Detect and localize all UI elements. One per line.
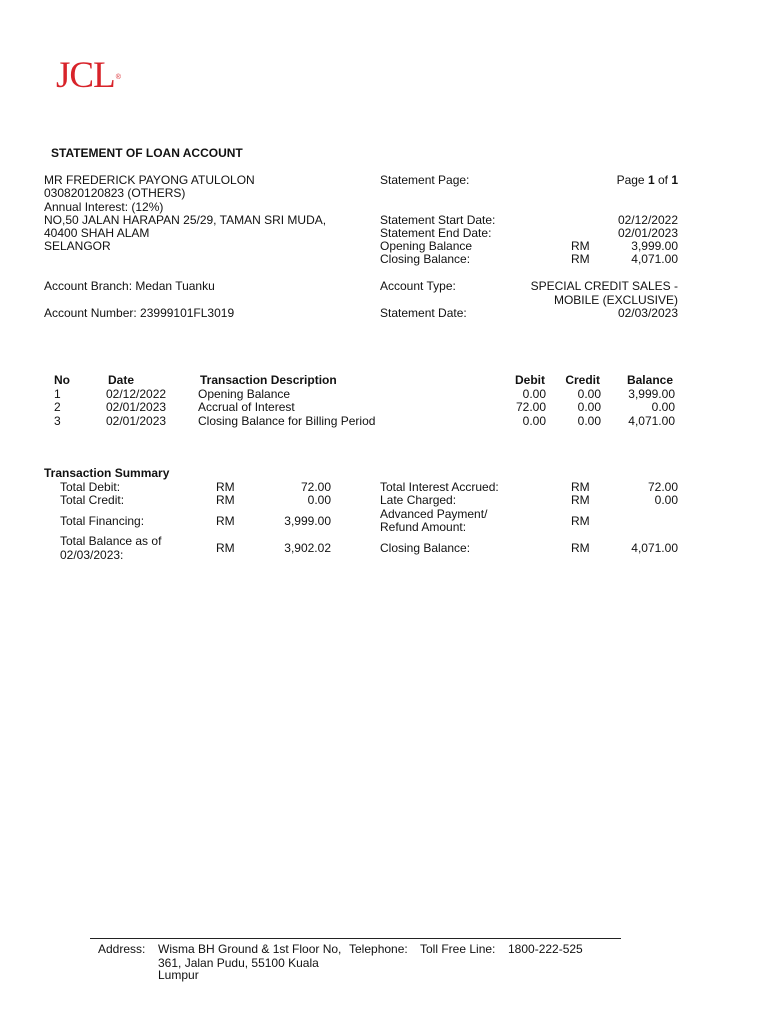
summary-closing-balance-label: Closing Balance:: [380, 541, 471, 555]
summary-closing-balance-currency: RM: [571, 541, 590, 555]
summary-closing-balance-value: 4,071.00: [631, 541, 678, 555]
interest-accrued-value: 72.00: [647, 480, 678, 494]
account-type-label: Account Type:: [380, 279, 456, 293]
advanced-payment-label-line-1: Advanced Payment/: [380, 507, 488, 521]
closing-currency: RM: [571, 252, 590, 266]
page-prefix: Page: [616, 173, 648, 187]
total-balance-label-line-2: 02/03/2023:: [60, 548, 124, 562]
row-balance: 4,071.00: [628, 414, 675, 428]
footer-telephone-label: Telephone:: [349, 942, 408, 956]
address-line-1: NO,50 JALAN HARAPAN 25/29, TAMAN SRI MUDA,: [44, 213, 327, 227]
row-balance: 3,999.00: [628, 387, 675, 401]
footer-address-line-3: Lumpur: [158, 968, 199, 982]
closing-balance: 4,071.00: [631, 252, 678, 266]
statement-page-label: Statement Page:: [380, 173, 470, 187]
footer-tollfree-label: Toll Free Line:: [420, 942, 496, 956]
page-of: of: [654, 173, 672, 187]
row-credit: 0.00: [577, 400, 601, 414]
total-balance-label-line-1: Total Balance as of: [60, 534, 162, 548]
row-balance: 0.00: [651, 400, 675, 414]
column-header-balance: Balance: [626, 373, 673, 387]
late-charged-currency: RM: [571, 493, 590, 507]
column-header-date: Date: [108, 373, 135, 387]
late-charged-value: 0.00: [654, 493, 678, 507]
total-financing-label: Total Financing:: [60, 514, 145, 528]
row-no: 3: [54, 414, 61, 428]
closing-balance-label: Closing Balance:: [380, 252, 471, 266]
end-date-label: Statement End Date:: [380, 226, 492, 240]
row-date: 02/12/2022: [106, 387, 167, 401]
interest-accrued-currency: RM: [571, 480, 590, 494]
late-charged-label: Late Charged:: [380, 493, 457, 507]
total-financing-currency: RM: [216, 514, 235, 528]
row-date: 02/01/2023: [106, 400, 167, 414]
row-no: 1: [54, 387, 61, 401]
address-line-3: SELANGOR: [44, 239, 111, 253]
total-credit-currency: RM: [216, 493, 235, 507]
total-debit-value: 72.00: [300, 480, 331, 494]
statement-date: 02/03/2023: [617, 306, 678, 320]
row-debit: 0.00: [522, 414, 546, 428]
row-no: 2: [54, 400, 61, 414]
total-debit-currency: RM: [216, 480, 235, 494]
statement-date-label: Statement Date:: [380, 306, 467, 320]
row-date: 02/01/2023: [106, 414, 167, 428]
footer-address-label: Address:: [98, 942, 146, 956]
row-description: Closing Balance for Billing Period: [198, 414, 376, 428]
column-header-debit: Debit: [515, 373, 545, 387]
total-financing-value: 3,999.00: [284, 514, 331, 528]
registered-mark: ®: [115, 74, 120, 81]
logo-text: JCL: [56, 55, 115, 96]
statement-title: STATEMENT OF LOAN ACCOUNT: [51, 146, 243, 160]
opening-currency: RM: [571, 239, 590, 253]
summary-title: Transaction Summary: [44, 466, 170, 480]
annual-interest: Annual Interest: (12%): [44, 200, 164, 214]
opening-balance: 3,999.00: [631, 239, 678, 253]
column-header-no: No: [54, 373, 70, 387]
start-date-label: Statement Start Date:: [380, 213, 496, 227]
row-debit: 0.00: [522, 387, 546, 401]
page-current: 1: [647, 173, 655, 187]
address-line-2: 40400 SHAH ALAM: [44, 226, 150, 240]
start-date: 02/12/2022: [617, 213, 678, 227]
account-number: Account Number: 23999101FL3019: [44, 306, 235, 320]
footer-divider: [90, 938, 621, 939]
row-credit: 0.00: [577, 414, 601, 428]
advanced-payment-currency: RM: [571, 514, 590, 528]
page-total: 1: [671, 173, 678, 187]
total-balance-currency: RM: [216, 541, 235, 555]
row-description: Opening Balance: [198, 387, 291, 401]
end-date: 02/01/2023: [617, 226, 678, 240]
row-debit: 72.00: [515, 400, 546, 414]
total-credit-label: Total Credit:: [60, 493, 125, 507]
row-description: Accrual of Interest: [198, 400, 295, 414]
row-credit: 0.00: [577, 387, 601, 401]
jcl-logo: [56, 56, 120, 96]
account-type-line-1: SPECIAL CREDIT SALES -: [530, 279, 678, 293]
column-header-credit: Credit: [565, 373, 600, 387]
column-header-description: Transaction Description: [200, 373, 337, 387]
footer-address-line-1: Wisma BH Ground & 1st Floor No,: [158, 942, 342, 956]
interest-accrued-label: Total Interest Accrued:: [380, 480, 499, 494]
statement-page-value: [617, 174, 678, 188]
footer-address-line-2: 361, Jalan Pudu, 55100 Kuala: [158, 956, 319, 970]
total-balance-value: 3,902.02: [284, 541, 331, 555]
account-type-line-2: MOBILE (EXCLUSIVE): [553, 293, 678, 307]
total-debit-label: Total Debit:: [60, 480, 121, 494]
total-credit-value: 0.00: [307, 493, 331, 507]
customer-name: MR FREDERICK PAYONG ATULOLON: [44, 173, 255, 187]
opening-balance-label: Opening Balance: [380, 239, 473, 253]
account-branch: Account Branch: Medan Tuanku: [44, 279, 215, 293]
customer-id: 030820120823 (OTHERS): [44, 186, 186, 200]
footer-tollfree-number: 1800-222-525: [508, 942, 583, 956]
advanced-payment-label-line-2: Refund Amount:: [380, 520, 467, 534]
